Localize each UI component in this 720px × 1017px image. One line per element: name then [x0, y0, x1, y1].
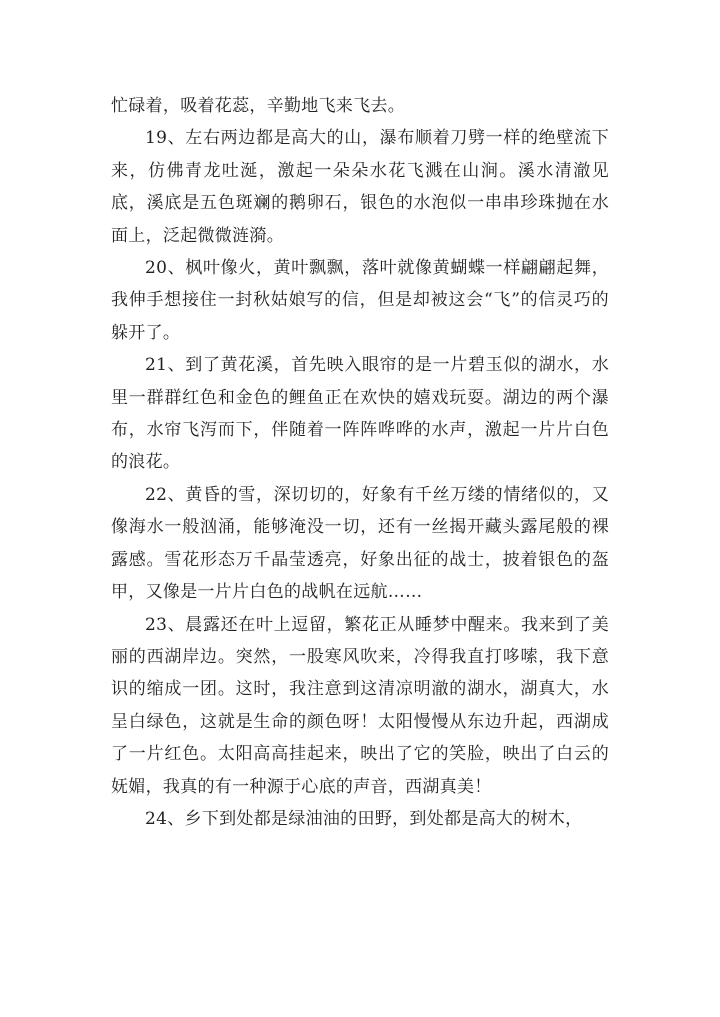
paragraph-continuation: 忙碌着，吸着花蕊，辛勤地飞来飞去。 [111, 96, 406, 116]
paragraph-19: 19、左右两边都是高大的山，瀑布顺着刀劈一样的绝壁流下来，仿佛青龙吐涎，激起一朵朵水花飞溅在山涧。溪水清澈见底，溪底是五色斑斓的鹅卵石，银色的水泡似一串串珍珠抛在水面上，泛起微微涟漪。 [111, 128, 609, 246]
paragraph-22: 22、黄昏的雪，深切切的，好象有千丝万缕的情绪似的，又像海水一般汹涌，能够淹没一切，还有一丝揭开藏头露尾般的裸露感。雪花形态万千晶莹透亮，好象出征的战士，披着银色的盔甲，又像是一片片白色的战帆在远航…… [111, 484, 609, 603]
document-body [111, 90, 609, 835]
paragraph-20: 20、枫叶像火，黄叶飘飘，落叶就像黄蝴蝶一样翩翩起舞，我伸手想接住一封秋姑娘写的信，但是却被这会“飞”的信灵巧的躲开了。 [111, 258, 609, 343]
paragraph-23: 23、晨露还在叶上逗留，繁花正从睡梦中醒来。我来到了美丽的西湖岸边。突然，一股寒风吹来，冷得我直打哆嗦，我下意识的缩成一团。这时，我注意到这清凉明澈的湖水，湖真大，水呈白绿色，这就是生命的颜色呀！太阳慢慢从东边升起，西湖成了一片红色。太阳高高挂起来，映出了它的笑脸，映出了白云的妩媚，我真的有一种源于心底的声音，西湖真美！ [111, 614, 609, 797]
paragraph-24: 24、乡下到处都是绿油油的田野，到处都是高大的树木， [145, 808, 583, 829]
paragraph-21: 21、到了黄花溪，首先映入眼帘的是一片碧玉似的湖水，水里一群群红色和金色的鲤鱼正在欢快的嬉戏玩耍。湖边的两个瀑布，水帘飞泻而下，伴随着一阵阵哗哗的水声，激起一片片白色的浪花。 [111, 355, 609, 473]
